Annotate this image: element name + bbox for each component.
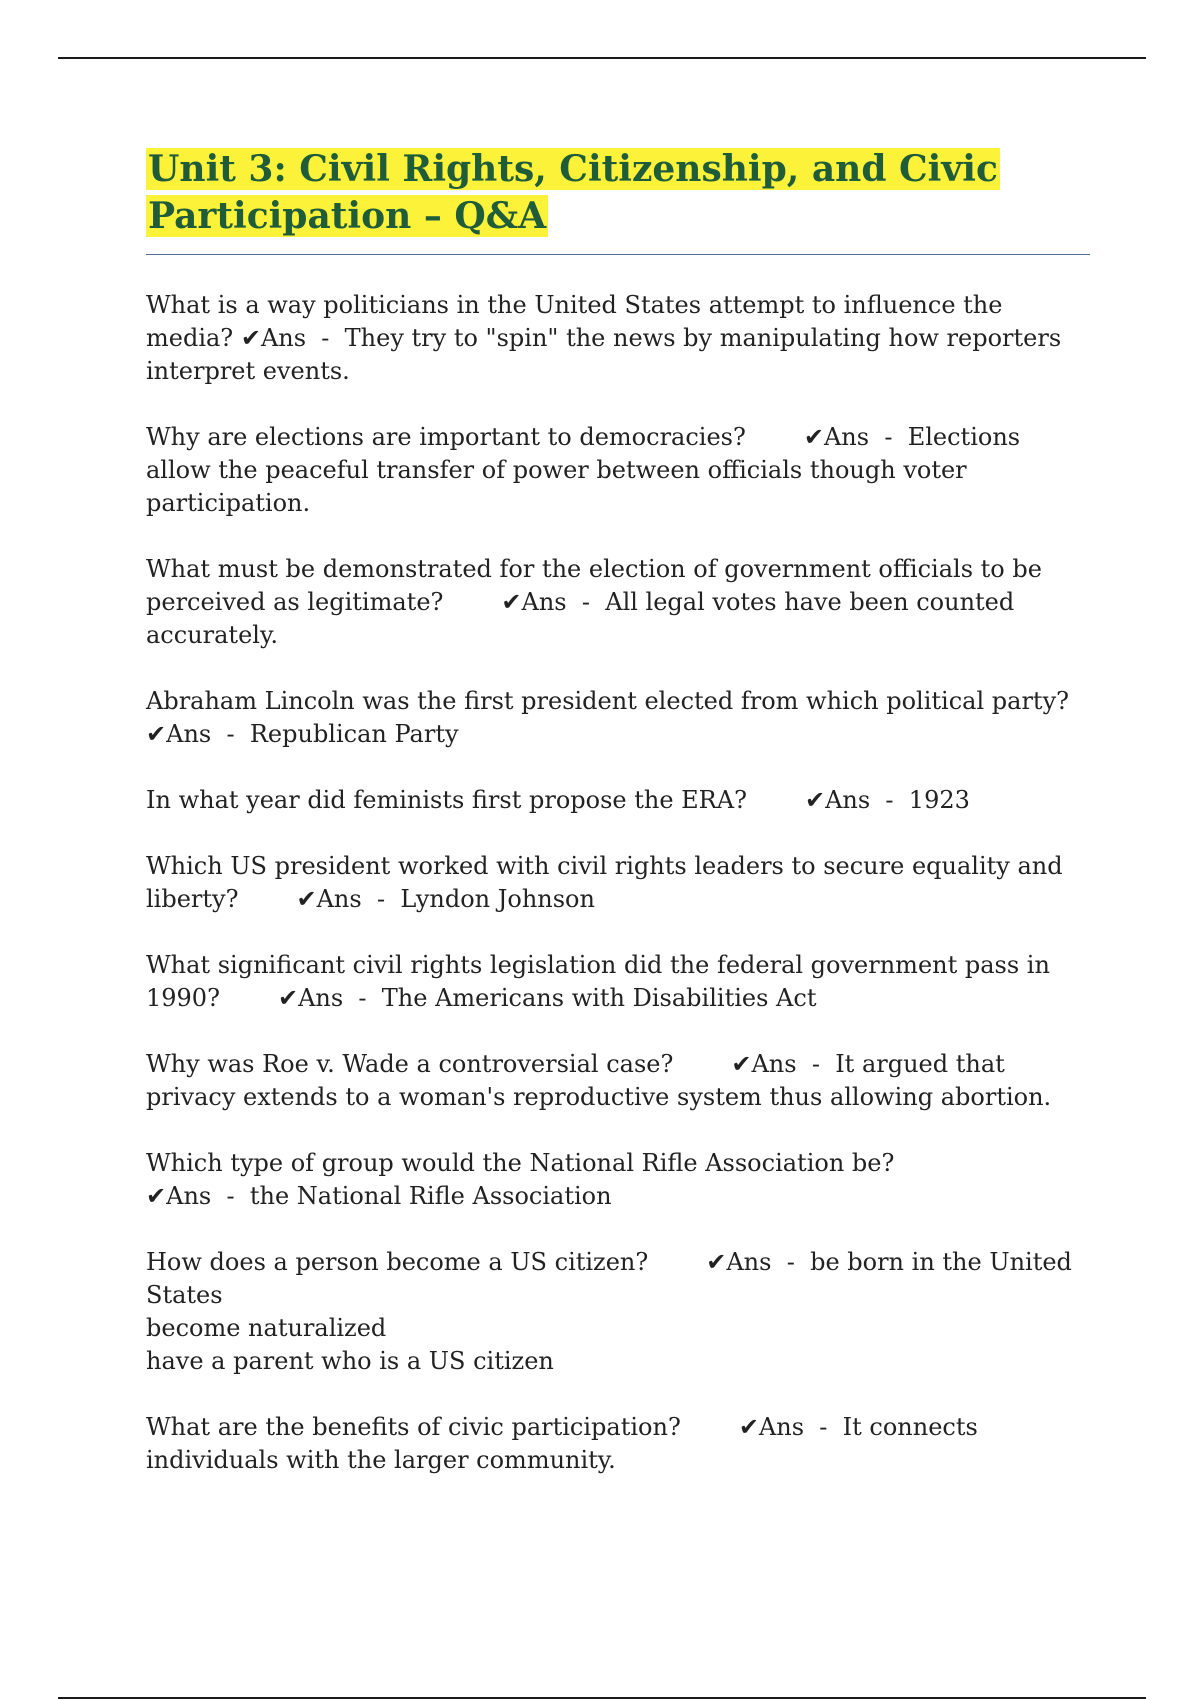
- answer-prefix: ✔Ans -: [146, 720, 250, 748]
- qa-item-5: [146, 784, 1090, 817]
- answer-prefix: ✔Ans -: [501, 588, 606, 616]
- answer-text: the National Rifle Association: [249, 1182, 612, 1210]
- answer-prefix: ✔Ans -: [240, 324, 345, 352]
- answer-text: 1923: [908, 786, 970, 814]
- answer-text: be born in the United States: [146, 1248, 1072, 1309]
- question-text: What significant civil rights legislation did the federal government pass in 1990?: [146, 951, 1050, 1012]
- question-text: Why are elections are important to democracies?: [146, 423, 746, 451]
- question-text: How does a person become a US citizen?: [146, 1248, 649, 1276]
- document-body: [146, 146, 1090, 1510]
- answer-text: Elections allow the peaceful transfer of power between officials though voter participation.: [146, 423, 1021, 517]
- qa-item-1: [146, 289, 1090, 388]
- answer-text: Lyndon Johnson: [400, 885, 595, 913]
- answer-prefix: ✔Ans -: [296, 885, 401, 913]
- title-line-1: Unit 3: Civil Rights, Citizenship, and Civic: [148, 148, 998, 190]
- question-text: Which US president worked with civil rights leaders to secure equality and liberty?: [146, 852, 1063, 913]
- question-text: What are the benefits of civic participation?: [146, 1413, 681, 1441]
- answer-prefix: ✔Ans -: [277, 984, 382, 1012]
- answer-prefix: ✔Ans -: [738, 1413, 843, 1441]
- answer-text: All legal votes have been counted accurately.: [146, 588, 1015, 649]
- question-text: Which type of group would the National Rifle Association be?: [146, 1149, 895, 1177]
- bottom-page-rule: [58, 1697, 1146, 1699]
- answer-extra-line-1: become naturalized: [146, 1314, 387, 1342]
- qa-item-7: [146, 949, 1090, 1015]
- qa-item-9: [146, 1147, 1090, 1213]
- question-text: Why was Roe v. Wade a controversial case?: [146, 1050, 674, 1078]
- top-page-rule: [58, 57, 1146, 59]
- qa-item-4: [146, 685, 1090, 751]
- qa-item-8: [146, 1048, 1090, 1114]
- question-text: Abraham Lincoln was the first president elected from which political party?: [146, 687, 1069, 715]
- answer-text: They try to "spin" the news by manipulating how reporters interpret events.: [146, 324, 1062, 385]
- question-text: What must be demonstrated for the election of government officials to be perceived as legitimate?: [146, 555, 1042, 616]
- qa-item-6: [146, 850, 1090, 916]
- document-title: [146, 146, 1090, 240]
- title-line-2: Participation – Q&A: [148, 195, 547, 237]
- qa-item-3: [146, 553, 1090, 652]
- answer-text: It connects individuals with the larger community.: [146, 1413, 978, 1474]
- answer-prefix: ✔Ans -: [731, 1050, 836, 1078]
- question-text: What is a way politicians in the United States attempt to influence the media?: [146, 291, 1003, 352]
- answer-extra-line-2: have a parent who is a US citizen: [146, 1347, 554, 1375]
- qa-list: [146, 289, 1090, 1477]
- answer-text: It argued that privacy extends to a woman's reproductive system thus allowing abortion.: [146, 1050, 1052, 1111]
- qa-item-2: [146, 421, 1090, 520]
- answer-text: The Americans with Disabilities Act: [381, 984, 817, 1012]
- answer-text: Republican Party: [249, 720, 459, 748]
- question-text: In what year did feminists first propose the ERA?: [146, 786, 747, 814]
- answer-prefix: ✔Ans -: [706, 1248, 811, 1276]
- answer-prefix: ✔Ans -: [803, 423, 908, 451]
- qa-item-10: [146, 1246, 1090, 1378]
- answer-prefix: ✔Ans -: [804, 786, 909, 814]
- title-underline: [146, 254, 1090, 255]
- qa-item-11: [146, 1411, 1090, 1477]
- answer-prefix: ✔Ans -: [146, 1182, 250, 1210]
